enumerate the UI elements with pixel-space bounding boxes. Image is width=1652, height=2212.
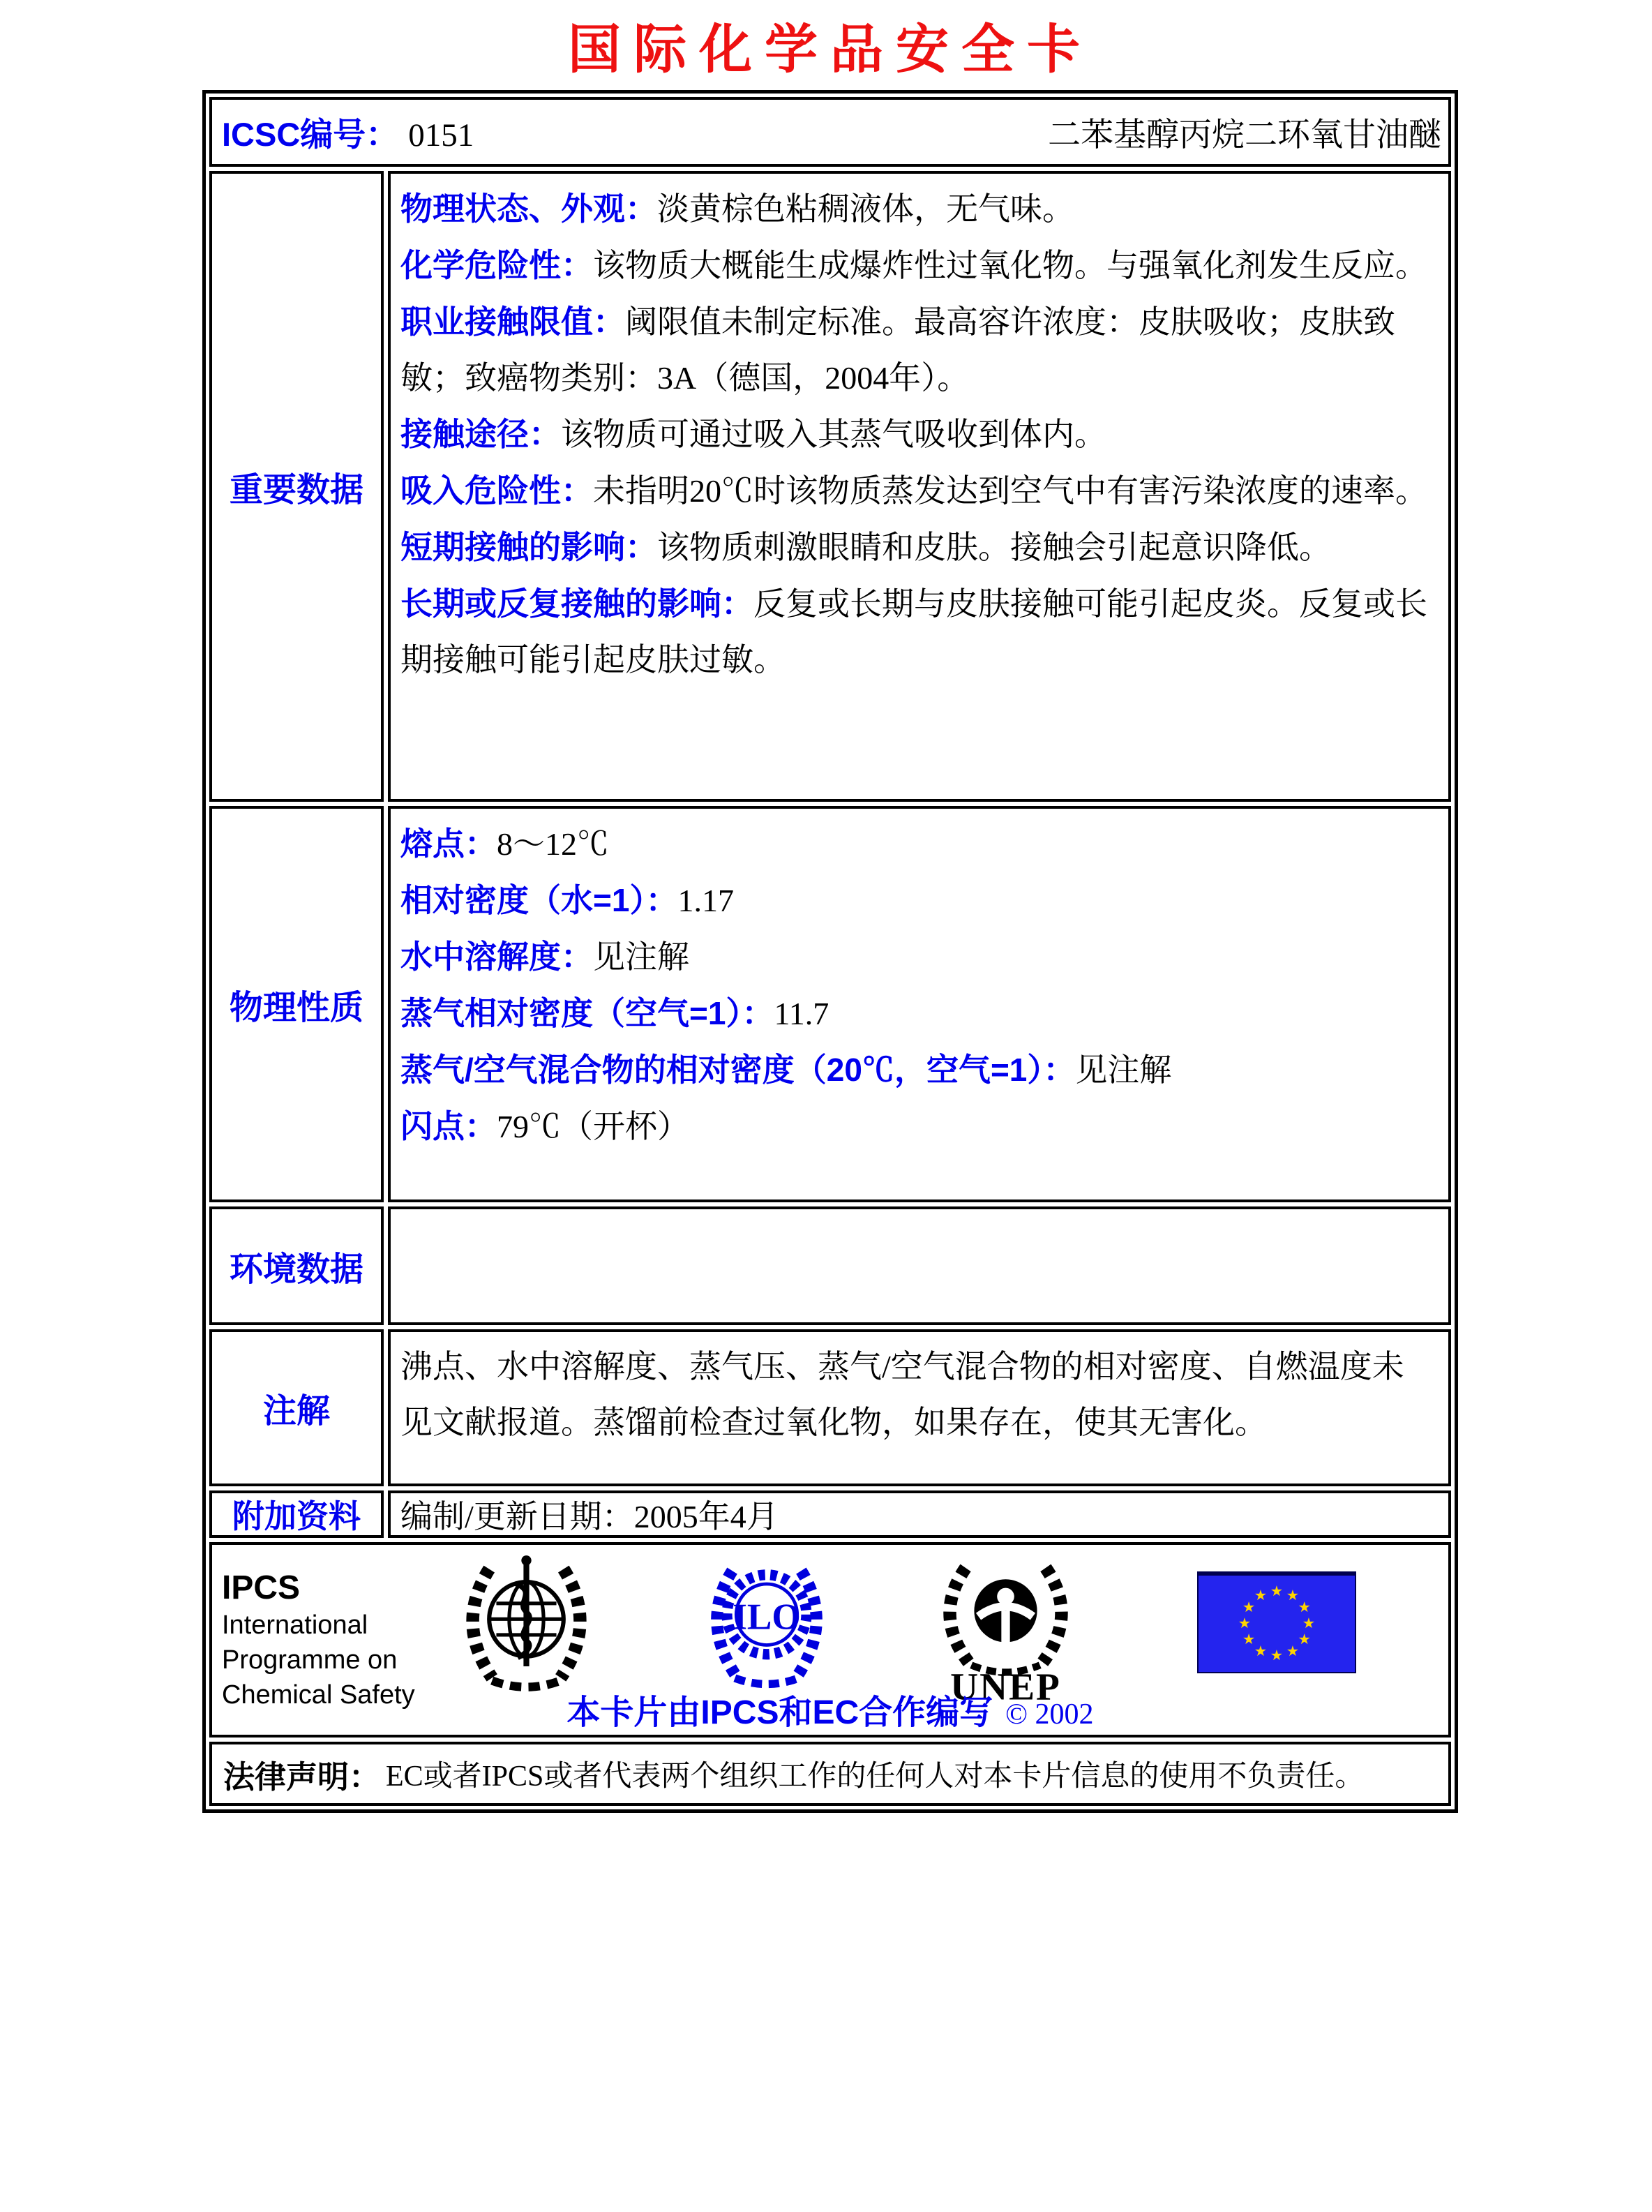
property-item — [400, 1098, 1436, 1155]
svg-text:★: ★ — [1298, 1632, 1312, 1647]
legal-row — [209, 1742, 1451, 1806]
update-date-text: 编制/更新日期：2005年4月 — [400, 1499, 779, 1534]
item-label: 闪点： — [400, 1108, 497, 1144]
item-label: 长期或反复接触的影响： — [400, 585, 753, 622]
section-content-important-data — [388, 171, 1451, 802]
svg-text:★: ★ — [1270, 1648, 1284, 1664]
item-label: 水中溶解度： — [400, 939, 593, 975]
svg-text:★: ★ — [1286, 1588, 1300, 1604]
data-item — [400, 237, 1436, 294]
data-item — [400, 406, 1436, 463]
ipcs-line: Chemical Safety — [222, 1680, 415, 1710]
property-item — [400, 929, 1436, 985]
property-item — [400, 816, 1436, 872]
legal-label: 法律声明： — [223, 1758, 381, 1795]
legal-text: EC或者IPCS或者代表两个组织工作的任何人对本卡片信息的使用不负责任。 — [386, 1761, 1365, 1793]
item-text: 该物质可通过吸入其蒸气吸收到体内。 — [561, 417, 1106, 452]
section-label-text: 物理性质 — [229, 989, 363, 1026]
cooperation-caption — [212, 1685, 1448, 1733]
chemical-name: 二苯基醇丙烷二环氧甘油醚 — [1048, 117, 1441, 154]
item-text: 未指明20℃时该物质蒸发达到空气中有害污染浓度的速率。 — [593, 473, 1427, 509]
data-item — [400, 181, 1436, 237]
icsc-table — [202, 90, 1458, 1813]
data-item — [400, 519, 1436, 576]
item-label: 职业接触限值： — [400, 304, 625, 340]
item-text: 见注解 — [593, 939, 689, 975]
icsc-number-group — [222, 109, 474, 156]
icsc-number-label: ICSC编号： — [222, 115, 399, 153]
svg-text:★: ★ — [1242, 1600, 1256, 1615]
who-logo-icon — [455, 1552, 598, 1698]
item-text: 阈限值未制定标准。最高容许浓度：皮肤吸收；皮肤致敏；致癌物类别：3A（德国，2004年）。 — [400, 304, 1395, 396]
copyright-text: © 2002 — [1005, 1698, 1094, 1731]
section-label-additional-info — [209, 1490, 384, 1538]
ilo-logo-text: ILO — [733, 1596, 801, 1638]
svg-text:★: ★ — [1254, 1643, 1268, 1659]
section-label-environmental-data — [209, 1206, 384, 1325]
unep-logo-text: UNEP — [950, 1665, 1061, 1705]
item-text: 79℃（开杯） — [497, 1109, 689, 1144]
item-label: 蒸气相对密度（空气=1）： — [400, 995, 774, 1031]
item-label: 相对密度（水=1）： — [400, 882, 678, 918]
item-text: 该物质大概能生成爆炸性过氧化物。与强氧化剂发生反应。 — [593, 248, 1427, 283]
data-item — [400, 576, 1436, 688]
item-text: 11.7 — [774, 996, 829, 1031]
item-label: 吸入危险性： — [400, 472, 593, 509]
item-text: 8～12℃ — [497, 826, 609, 862]
ipcs-line: Programme on — [222, 1645, 398, 1675]
data-item — [400, 463, 1436, 519]
eu-flag-icon — [1197, 1571, 1356, 1673]
icsc-number-value: 0151 — [408, 117, 474, 154]
notes-text: 沸点、水中溶解度、蒸气压、蒸气/空气混合物的相对密度、自燃温度未见文献报道。蒸馏前检查过氧化物，如果存在，使其无害化。 — [400, 1349, 1404, 1440]
section-content-physical-properties — [388, 806, 1451, 1202]
section-content-environmental-data — [388, 1206, 1451, 1325]
svg-text:★: ★ — [1302, 1616, 1316, 1631]
item-label: 熔点： — [400, 825, 497, 862]
section-label-physical-properties — [209, 806, 384, 1202]
header-row — [209, 97, 1451, 167]
ilo-logo-icon — [700, 1555, 833, 1698]
item-label: 接触途径： — [400, 416, 561, 452]
property-item — [400, 985, 1436, 1042]
svg-text:★: ★ — [1242, 1632, 1256, 1647]
section-label-text: 环境数据 — [229, 1250, 363, 1288]
section-label-text: 注解 — [262, 1393, 330, 1430]
item-text: 淡黄棕色粘稠液体，无气味。 — [657, 191, 1074, 227]
ipcs-line: International — [222, 1611, 368, 1640]
item-label: 短期接触的影响： — [400, 529, 657, 565]
section-label-important-data — [209, 171, 384, 802]
item-text: 反复或长期与皮肤接触可能引起皮炎。反复或长期接触可能引起皮肤过敏。 — [400, 586, 1427, 678]
item-text: 1.17 — [677, 883, 734, 918]
svg-text:★: ★ — [1238, 1616, 1252, 1631]
section-label-notes — [209, 1329, 384, 1486]
item-label: 化学危险性： — [400, 247, 593, 283]
item-label: 物理状态、外观： — [400, 190, 657, 227]
section-content-notes — [388, 1329, 1451, 1486]
svg-text:★: ★ — [1254, 1588, 1268, 1604]
ipcs-title: IPCS — [222, 1569, 301, 1606]
section-label-text: 附加资料 — [232, 1498, 361, 1534]
item-text: 见注解 — [1075, 1052, 1172, 1088]
section-content-additional-info — [388, 1490, 1451, 1538]
caption-text: 本卡片由IPCS和EC合作编写 — [566, 1694, 993, 1731]
property-item — [400, 872, 1436, 929]
section-label-text: 重要数据 — [229, 471, 363, 509]
item-text: 该物质刺激眼睛和皮肤。接触会引起意识降低。 — [657, 530, 1331, 565]
data-item — [400, 294, 1436, 406]
svg-text:★: ★ — [1270, 1584, 1284, 1599]
item-label: 蒸气/空气混合物的相对密度（20℃，空气=1）： — [400, 1052, 1076, 1088]
svg-text:★: ★ — [1286, 1643, 1300, 1659]
logos-row — [209, 1542, 1451, 1738]
svg-text:★: ★ — [1298, 1600, 1312, 1615]
page-title: 国际化学品安全卡 — [568, 21, 1092, 80]
property-item — [400, 1042, 1436, 1098]
